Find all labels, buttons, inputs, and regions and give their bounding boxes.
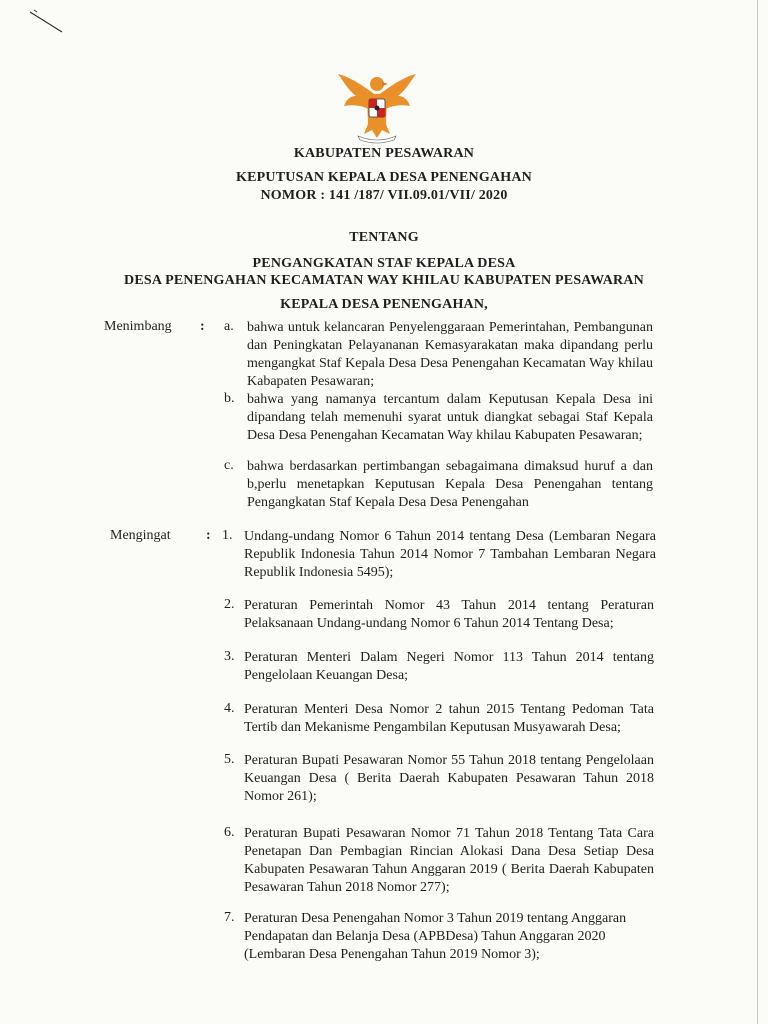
- regency-heading: KABUPATEN PESAWARAN: [293, 146, 475, 161]
- scan-mark-icon: [28, 8, 68, 38]
- authority-line: KEPALA DESA PENENGAHAN,: [280, 297, 488, 312]
- mengingat-marker-4: 4.: [224, 701, 235, 716]
- mengingat-marker-7: 7.: [224, 910, 235, 925]
- mengingat-item-1: Undang-undang Nomor 6 Tahun 2014 tentang Desa (Lembaran Negara Republik Indonesia Tahun 2014 Nomor 7 Tambahan Lembaran Negara Republik Indonesia 5495);: [244, 529, 656, 580]
- garuda-emblem-icon: [334, 66, 420, 144]
- mengingat-colon: :: [206, 528, 211, 543]
- mengingat-item-5: Peraturan Bupati Pesawaran Nomor 55 Tahun 2018 tentang Pengelolaan Keuangan Desa ( Berita Daerah Kabupaten Pesawaran Tahun 2018 Nomor 261);: [244, 753, 654, 804]
- mengingat-marker-3: 3.: [224, 649, 235, 664]
- decree-number: NOMOR : 141 /187/ VII.09.01/VII/ 2020: [260, 188, 508, 203]
- menimbang-item-b: bahwa yang namanya tercantum dalam Keputusan Kepala Desa ini dipandang telah memenuhi syarat untuk diangkat sebagai Staf Kepala Desa Desa Penengahan Kecamatan Way khilau Kabupaten Pesawaran;: [247, 392, 653, 443]
- mengingat-item-3: Peraturan Menteri Dalam Negeri Nomor 113 Tahun 2014 tentang Pengelolaan Keuangan Desa;: [244, 650, 654, 683]
- mengingat-item-6: Peraturan Bupati Pesawaran Nomor 71 Tahun 2018 Tentang Tata Cara Penetapan Dan Pembagian Rincian Alokasi Dana Desa Setiap Desa Kabupaten Pesawaran Tahun Anggaran 2019 ( Berita Daerah Kabupaten Pesawaran Tahun 2018 Nomor 277);: [244, 826, 654, 895]
- menimbang-item-c: bahwa berdasarkan pertimbangan sebagaimana dimaksud huruf a dan b,perlu menetapkan Keputusan Kepala Desa Penengahan tentang Pengangkatan Staf Kepala Desa Desa Penengahan: [247, 459, 653, 510]
- menimbang-label: Menimbang: [104, 319, 172, 334]
- subject-line-2: DESA PENENGAHAN KECAMATAN WAY KHILAU KABUPATEN PESAWARAN: [124, 273, 644, 288]
- decree-title: KEPUTUSAN KEPALA DESA PENENGAHAN: [236, 170, 532, 185]
- subject-line-1: PENGANGKATAN STAF KEPALA DESA: [252, 256, 516, 271]
- menimbang-marker-b: b.: [224, 391, 235, 406]
- menimbang-marker-c: c.: [224, 458, 234, 473]
- mengingat-marker-5: 5.: [224, 752, 235, 767]
- menimbang-colon: :: [200, 319, 205, 334]
- menimbang-marker-a: a.: [224, 319, 234, 334]
- mengingat-marker-2: 2.: [224, 597, 235, 612]
- about-label: TENTANG: [349, 230, 419, 245]
- mengingat-label: Mengingat: [110, 528, 171, 543]
- mengingat-item-2: Peraturan Pemerintah Nomor 43 Tahun 2014 tentang Peraturan Pelaksanaan Undang-undang Nomor 6 Tahun 2014 Tentang Desa;: [244, 598, 654, 631]
- menimbang-item-a: bahwa untuk kelancaran Penyelenggaraan Pemerintahan, Pembangunan dan Peningkatan Pelayananan Kemasyarakatan maka dipandang perlu mengangkat Staf Kepala Desa Desa Penengahan Kecamatan Way khilau Kabapaten Pesawaran;: [247, 320, 653, 389]
- mengingat-item-7: Peraturan Desa Penengahan Nomor 3 Tahun 2019 tentang Anggaran Pendapatan dan Belanja Desa (APBDesa) Tahun Anggaran 2020 (Lembaran Desa Penengahan Tahun 2019 Nomor 3);: [244, 911, 627, 962]
- mengingat-item-4: Peraturan Menteri Desa Nomor 2 tahun 2015 Tentang Pedoman Tata Tertib dan Mekanisme Pengambilan Keputusan Musyawarah Desa;: [244, 702, 654, 735]
- mengingat-marker-6: 6.: [224, 825, 235, 840]
- mengingat-marker-1: 1.: [222, 528, 233, 543]
